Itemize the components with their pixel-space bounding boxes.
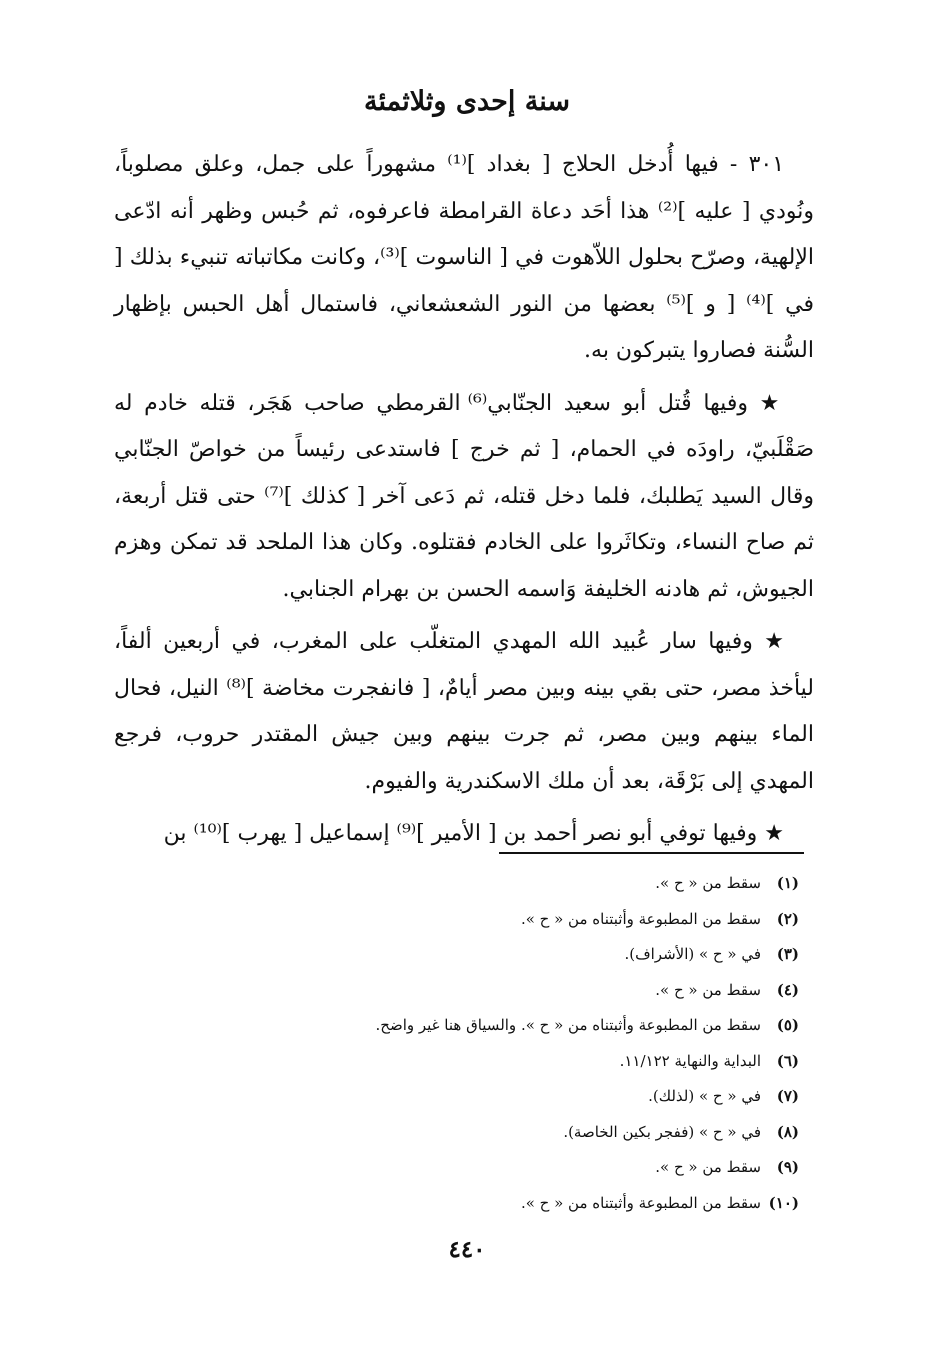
footnote-number: (١٠) bbox=[768, 1193, 799, 1212]
footnote-number: (١) bbox=[776, 874, 799, 892]
footnotes-list bbox=[239, 866, 799, 1221]
footnote-number: (٩) bbox=[776, 1158, 799, 1176]
footnote-number: (٥) bbox=[776, 1016, 799, 1034]
footnote-text: سقط من « ح ». bbox=[655, 980, 761, 999]
footnote-3 bbox=[239, 937, 799, 973]
footnote-2 bbox=[239, 902, 799, 938]
footnote-6 bbox=[239, 1044, 799, 1080]
footnote-text: في « ح » (ففجر بكين الخاصة). bbox=[563, 1122, 761, 1141]
footnote-10 bbox=[239, 1186, 799, 1222]
footnote-text: سقط من « ح ». bbox=[655, 1158, 761, 1176]
footnote-5 bbox=[239, 1008, 799, 1044]
footnote-text: البداية والنهاية ١١/١٢٢. bbox=[619, 1051, 761, 1070]
main-text bbox=[114, 142, 814, 858]
footnote-text: في « ح » (لذلك). bbox=[648, 1087, 761, 1105]
paragraph-3: ★ وفيها سار عُبيد الله المهدي المتغلّب على المغرب، في أربعين ألفاً، ليأخذ مصر، حتى بقي بينه وبين مصر أيامٌ، [ فانفجرت مخاضة ]⁽⁸⁾ النيل، فحال الماء بينهم وبين مصر، ثم جرت بينهم وبين جيش المقتدر حروب، فرجع المهدي إلى بَرْقَة، بعد أن ملك الاسكندرية والفيوم. bbox=[114, 629, 814, 794]
footnote-4 bbox=[239, 973, 799, 1009]
footnote-8 bbox=[239, 1115, 799, 1151]
footnote-number: (٤) bbox=[776, 980, 799, 999]
footnote-separator bbox=[499, 852, 804, 854]
footnote-text: سقط من « ح ». bbox=[655, 874, 761, 892]
footnote-1 bbox=[239, 866, 799, 902]
paragraph-4: ★ وفيها توفي أبو نصر أحمد بن [ الأمير ]⁽⁹⁾ إسماعيل [ يهرب ]⁽¹⁰⁾ بن bbox=[163, 821, 784, 846]
footnote-number: (٨) bbox=[776, 1122, 799, 1141]
paragraph-2: ★ وفيها قُتل أبو سعيد الجنّابي⁽⁶⁾ القرمطي صاحب هَجَر، قتله خادم له صَقْلَبيّ، راودَه في الحمام، [ ثم خرج ] فاستدعى رئيساً من خواصّ الجنّابي وقال السيد يَطلبك، فلما دخل قتله، ثم دَعى آخر [ كذلك ]⁽⁷⁾ حتى قتل أربعة، ثم صاح النساء، وتكاثَروا على الخادم فقتلوه. وكان هذا الملحد قد تمكن وهزم الجيوش، ثم هادنه الخليفة وَاسمه الحسن بن بهرام الجنابي. bbox=[114, 390, 814, 602]
footnote-number: (٦) bbox=[776, 1051, 799, 1070]
paragraph-1: ٣٠١ - فيها أُدخل الحلاج [ بغداد ]⁽¹⁾ مشهوراً على جمل، وعلق مصلوباً، ونُودي [ عليه ]⁽²⁾ هذا أحَد دعاة القرامطة فاعرفوه، ثم حُبس وظهر أنه ادّعى الإلهية، وصرّح بحلول اللاّهوت في [ الناسوت ]⁽³⁾، وكانت مكاتباته تنبيء بذلك [ في ]⁽⁴⁾ [ و ]⁽⁵⁾ بعضها من النور الشعشعاني، فاستمال أهل الحبس بإظهار السُّنة فصاروا يتبركون به. bbox=[114, 152, 814, 363]
page-title: سنة إحدى وثلاثمئة bbox=[364, 86, 570, 117]
footnote-text: سقط من المطبوعة وأثبتناه من « ح ». والسياق هنا غير واضح. bbox=[375, 1016, 761, 1034]
footnote-number: (٢) bbox=[776, 909, 799, 928]
footnote-number: (٧) bbox=[776, 1087, 799, 1105]
page-number: ٤٤٠ bbox=[448, 1236, 486, 1263]
footnote-text: سقط من المطبوعة وأثبتناه من « ح ». bbox=[520, 909, 761, 928]
footnote-text: في « ح » (الأشراف). bbox=[624, 945, 761, 963]
footnote-9 bbox=[239, 1150, 799, 1186]
footnote-number: (٣) bbox=[776, 945, 799, 963]
footnote-text: سقط من المطبوعة وأثبتناه من « ح ». bbox=[520, 1193, 761, 1212]
footnote-7 bbox=[239, 1079, 799, 1115]
